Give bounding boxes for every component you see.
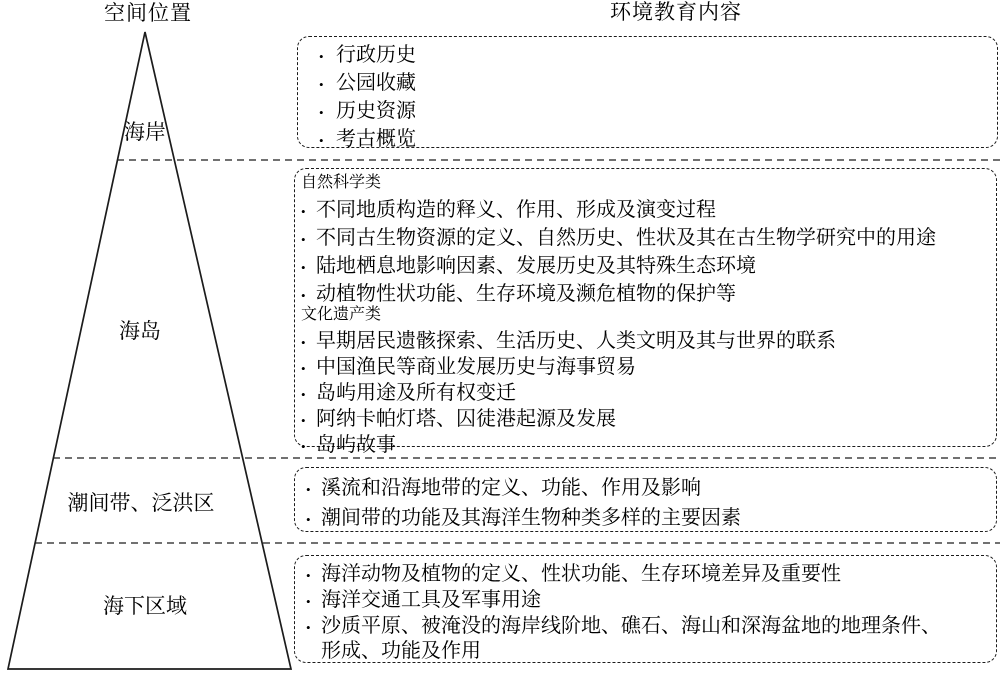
list-item-text: 中国渔民等商业发展历史与海事贸易	[316, 356, 636, 378]
content-box-undersea	[294, 555, 997, 663]
column-header-spatial-position: 空间位置	[104, 1, 192, 25]
category-heading-cultural-heritage: 文化遗产类	[301, 306, 382, 323]
bullet-icon: •	[301, 260, 306, 275]
bullet-icon: •	[306, 568, 311, 583]
bullet-icon: •	[301, 361, 306, 376]
content-box-island	[294, 168, 997, 456]
bullet-icon: •	[301, 413, 306, 428]
bullet-icon: •	[301, 439, 306, 454]
pyramid-level-island: 海岛	[119, 319, 161, 343]
list-item	[306, 588, 988, 614]
list-item	[301, 381, 988, 407]
list-item	[306, 474, 988, 504]
list-item	[319, 70, 989, 98]
bullet-icon: •	[319, 49, 324, 64]
bullet-icon: •	[306, 482, 311, 497]
list-item-text: 早期居民遗骸探索、生活历史、人类文明及其与世界的联系	[316, 330, 836, 352]
list-item-text: 动植物性状功能、生存环境及濒危植物的保护等	[316, 283, 736, 305]
list-item	[301, 225, 988, 253]
list-item-text: 岛屿用途及所有权变迁	[316, 382, 516, 404]
bullet-icon: •	[306, 594, 311, 609]
list-item	[306, 562, 988, 588]
list-item-text: 岛屿故事	[316, 434, 396, 456]
list-item	[301, 433, 988, 459]
list-item-text: 不同地质构造的释义、作用、形成及演变过程	[316, 199, 716, 221]
column-header-education-content: 环境教育内容	[610, 0, 742, 24]
list-item	[319, 126, 989, 154]
bullet-icon: •	[306, 620, 311, 635]
list-item	[301, 355, 988, 381]
list-item-text: 海洋交通工具及军事用途	[321, 589, 541, 611]
list-item-text: 潮间带的功能及其海洋生物种类多样的主要因素	[321, 507, 741, 529]
list-item-text: 历史资源	[336, 100, 416, 122]
pyramid-level-coast: 海岸	[124, 120, 166, 144]
list-item	[301, 407, 988, 433]
list-item-text: 阿纳卡帕灯塔、囚徒港起源及发展	[316, 408, 616, 430]
list-item-text: 沙质平原、被淹没的海岸线阶地、礁石、海山和深海盆地的地理条件、形成、功能及作用	[321, 615, 941, 662]
bullet-icon: •	[319, 105, 324, 120]
list-item	[319, 42, 989, 70]
content-box-coast	[297, 36, 998, 148]
pyramid-level-intertidal: 潮间带、泛洪区	[67, 491, 215, 515]
list-item	[301, 197, 988, 225]
list-item	[306, 614, 988, 664]
list-item	[306, 504, 988, 534]
bullet-icon: •	[319, 77, 324, 92]
list-item-text: 行政历史	[336, 44, 416, 66]
list-item	[301, 253, 988, 281]
bullet-icon: •	[319, 133, 324, 148]
bullet-icon: •	[301, 288, 306, 303]
pyramid-level-undersea: 海下区域	[103, 594, 187, 618]
list-item-text: 不同古生物资源的定义、自然历史、性状及其在古生物学研究中的用途	[316, 227, 936, 249]
list-item	[319, 98, 989, 126]
bullet-icon: •	[301, 335, 306, 350]
bullet-icon: •	[306, 512, 311, 527]
content-box-intertidal	[294, 467, 997, 532]
list-item-text: 溪流和沿海地带的定义、功能、作用及影响	[321, 477, 701, 499]
list-item-text: 考古概览	[336, 128, 416, 150]
bullet-icon: •	[301, 387, 306, 402]
category-heading-natural-science: 自然科学类	[301, 174, 382, 191]
list-item-text: 公园收藏	[336, 72, 416, 94]
list-item-text: 海洋动物及植物的定义、性状功能、生存环境差异及重要性	[321, 563, 841, 585]
bullet-icon: •	[301, 204, 306, 219]
list-item	[301, 329, 988, 355]
bullet-icon: •	[301, 232, 306, 247]
list-item-text: 陆地栖息地影响因素、发展历史及其特殊生态环境	[316, 255, 756, 277]
